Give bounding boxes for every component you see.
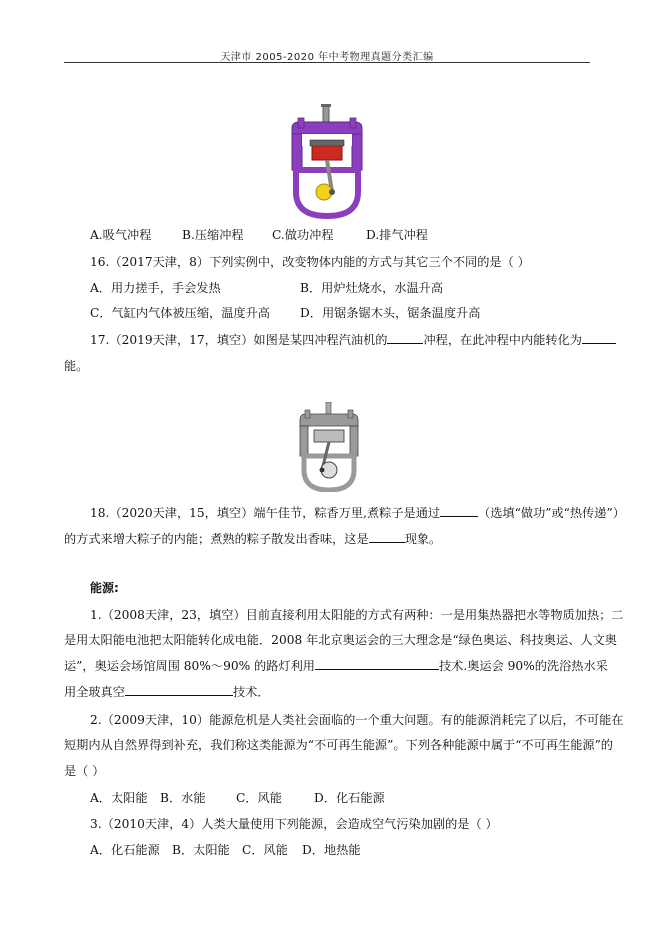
energy-q2-line-3: 是（ ） xyxy=(64,764,105,778)
energy-q1-text-d: 技术． xyxy=(232,685,270,699)
option-d: D．用锯条锯木头，锯条温度升高 xyxy=(300,306,481,320)
option-b: B．水能 xyxy=(160,791,206,805)
question-17-text-b: 冲程，在此冲程中内能转化为 xyxy=(423,333,582,347)
answer-blank[interactable] xyxy=(369,531,405,543)
energy-q2-line-2: 短期内从自然界得到补充，我们称这类能源为“不可再生能源”。下列各种能源中属于“不可再生能源”的 xyxy=(64,738,613,752)
option-c: C．气缸内气体被压缩，温度升高 xyxy=(90,306,270,320)
engine-diagram-2 xyxy=(296,402,362,492)
page-header: 天津市 2005-2020 年中考物理真题分类汇编 xyxy=(220,52,434,63)
option-b: B.压缩冲程 xyxy=(182,228,244,242)
energy-q1-text-b: 技术.奥运会 90%的洗浴热水采 xyxy=(438,659,608,673)
answer-blank[interactable] xyxy=(315,658,439,670)
option-a: A．太阳能 xyxy=(90,791,148,805)
option-d: D．化石能源 xyxy=(314,791,385,805)
question-17-stem xyxy=(90,332,616,348)
option-c: C．风能 xyxy=(236,791,282,805)
energy-q2-line-1: 2.（2009天津，10）能源危机是人类社会面临的一个重大问题。有的能源消耗完了以后，不可能在 xyxy=(90,713,624,727)
energy-q1-line-1: 1.（2008天津，23，填空）目前直接利用太阳能的方式有两种：一是用集热器把水等物质加热；二 xyxy=(90,608,624,622)
question-18-text-b: （选填“做功”或“热传递”） xyxy=(478,506,625,520)
answer-blank[interactable] xyxy=(387,332,423,344)
question-18-text-d: 现象。 xyxy=(404,532,442,546)
question-16-stem: 16.（2017天津，8）下列实例中，改变物体内能的方式与其它三个不同的是（ ） xyxy=(90,255,530,269)
question-18-text-c: 的方式来增大粽子的内能；煮熟的粽子散发出香味，这是 xyxy=(64,532,369,546)
answer-blank[interactable] xyxy=(125,684,233,696)
option-b: B．用炉灶烧水，水温升高 xyxy=(300,281,444,295)
question-18-text-a: 18.（2020天津，15，填空）端午佳节，粽香万里,煮粽子是通过 xyxy=(90,506,441,520)
question-17-text-a: 17.（2019天津，17，填空）如图是某四冲程汽油机的 xyxy=(90,333,388,347)
question-18-line-2 xyxy=(64,531,441,547)
option-a: A．用力搓手，手会发热 xyxy=(90,281,221,295)
option-b: B．太阳能 xyxy=(172,843,230,857)
header-divider xyxy=(64,62,590,63)
option-a: A.吸气冲程 xyxy=(90,228,152,242)
section-title-energy: 能源: xyxy=(90,581,119,595)
question-18-line-1 xyxy=(90,505,625,521)
energy-q1-text-c: 用全玻真空 xyxy=(64,685,125,699)
option-c: C.做功冲程 xyxy=(272,228,334,242)
energy-q1-line-3 xyxy=(64,658,608,674)
energy-q1-line-2: 是用太阳能电池把太阳能转化成电能．2008 年北京奥运会的三大理念是“绿色奥运、科技奥运、人文奥 xyxy=(64,633,617,647)
energy-q1-line-4 xyxy=(64,684,270,700)
option-d: D.排气冲程 xyxy=(366,228,428,242)
question-17-tail: 能。 xyxy=(64,359,89,373)
answer-blank[interactable] xyxy=(440,505,478,517)
option-c: C．风能 xyxy=(242,843,288,857)
answer-blank[interactable] xyxy=(582,332,616,344)
energy-q3-stem: 3.（2010天津，4）人类大量使用下列能源，会造成空气污染加剧的是（ ） xyxy=(90,817,498,831)
option-a: A．化石能源 xyxy=(90,843,160,857)
option-d: D．地热能 xyxy=(302,843,361,857)
energy-q1-text-a: 运”，奥运会场馆周围 80%～90% 的路灯利用 xyxy=(64,659,315,673)
engine-diagram-1 xyxy=(286,104,368,220)
